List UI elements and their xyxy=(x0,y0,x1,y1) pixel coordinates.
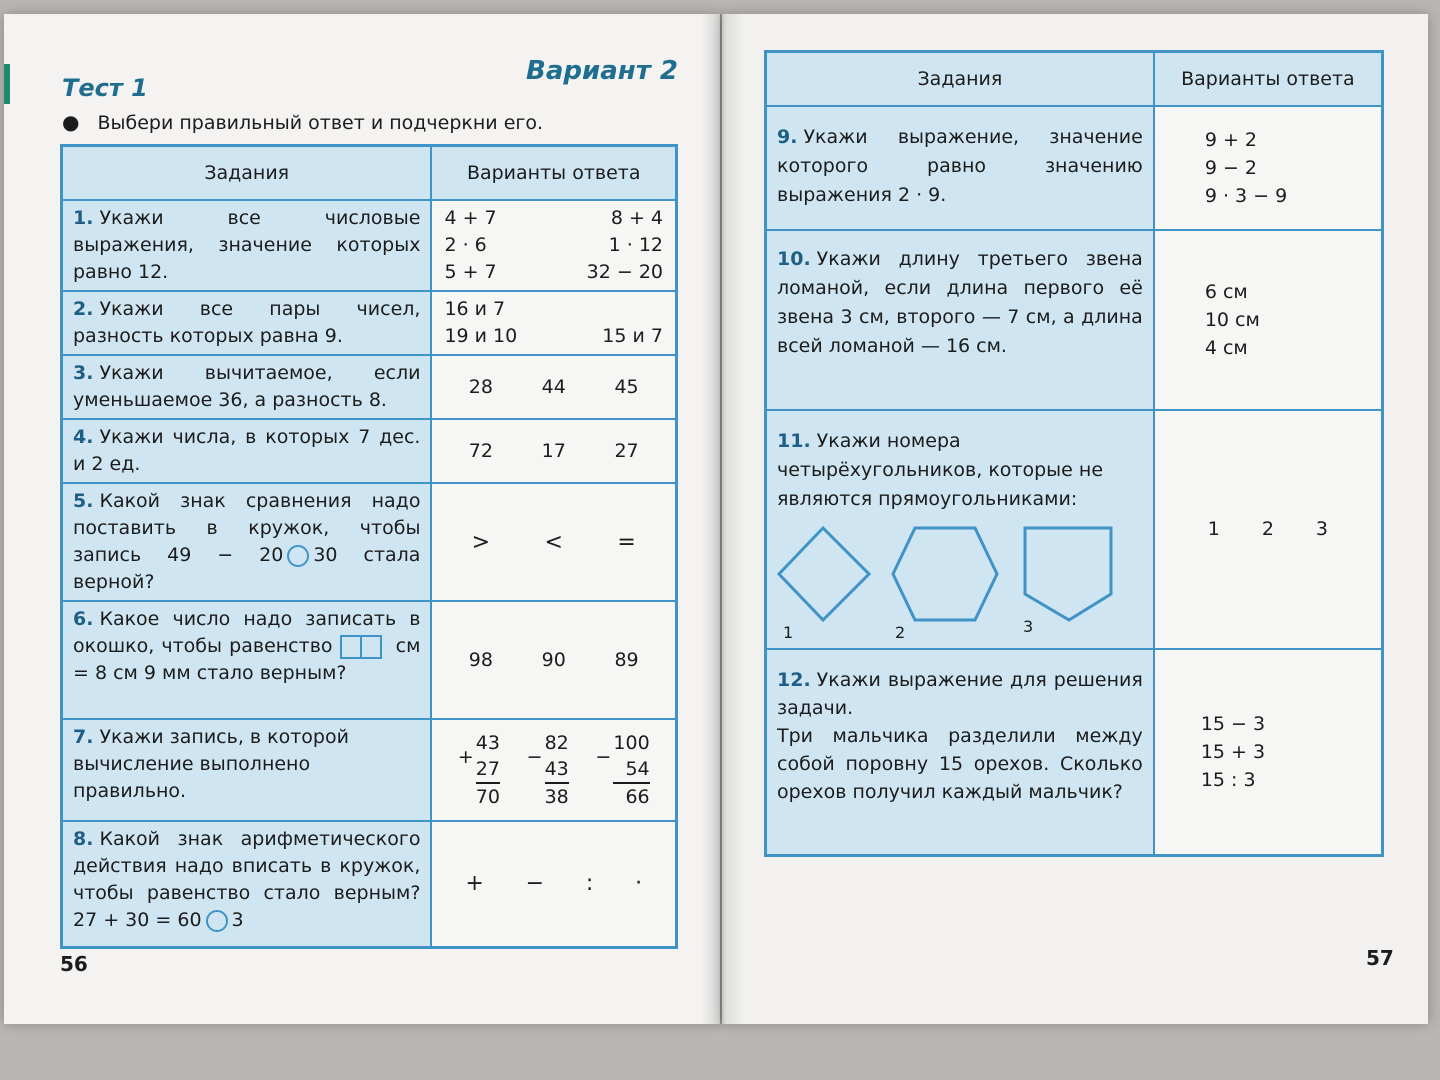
shape-label: 1 xyxy=(783,623,794,642)
task-row xyxy=(62,355,677,419)
task-text-end: стала верной? xyxy=(73,544,421,593)
task-text: Укажи все пары чисел, разность которых равна 9. xyxy=(73,298,421,347)
option[interactable]: 6 см xyxy=(1204,281,1248,303)
calc-result: 70 xyxy=(476,782,500,810)
calc-top: 82 xyxy=(544,732,569,754)
task-text: Какой знак арифметического действия надо вписать в кружок, чтобы равенство стало верным? xyxy=(73,828,421,904)
task-row xyxy=(62,821,677,947)
task-number: 4. xyxy=(73,426,94,448)
expression-right: 3 xyxy=(231,909,244,931)
option[interactable]: 9 − 2 xyxy=(1204,157,1257,179)
option[interactable]: > xyxy=(471,529,491,555)
calc-bottom: 43 xyxy=(544,758,569,780)
task-question xyxy=(62,601,432,719)
digit-box-icon xyxy=(360,635,382,659)
expression: см = 8 см 9 мм xyxy=(73,635,421,684)
option[interactable]: 8 + 4 xyxy=(610,207,663,229)
tasks-table-right xyxy=(764,50,1384,857)
shape-label: 3 xyxy=(1023,617,1034,636)
task-number: 6. xyxy=(73,608,94,630)
task-row xyxy=(62,601,677,719)
task-row xyxy=(62,200,677,291)
option[interactable]: · xyxy=(635,871,643,897)
option[interactable]: 4 см xyxy=(1204,337,1248,359)
option[interactable]: 45 xyxy=(614,375,639,398)
task-row xyxy=(766,106,1383,230)
task-row xyxy=(766,410,1383,649)
task-options xyxy=(431,419,676,483)
page-edge-marker xyxy=(4,64,10,104)
task-question xyxy=(62,483,432,601)
expression-left: 27 + 30 = 60 xyxy=(73,909,202,931)
task-question xyxy=(766,410,1154,649)
tasks-table-left xyxy=(60,144,678,949)
hexagon-shape xyxy=(893,528,997,620)
option[interactable]: 28 xyxy=(468,375,493,398)
task-number: 8. xyxy=(73,828,94,850)
circle-blank-icon xyxy=(206,910,228,932)
task-text: Укажи вычитаемое, если уменьшаемое 36, а разность 8. xyxy=(73,362,421,411)
option[interactable]: 27 xyxy=(614,439,639,462)
column-calc-option[interactable] xyxy=(595,730,649,810)
task-number: 5. xyxy=(73,490,94,512)
option[interactable]: + xyxy=(465,871,484,897)
task-options xyxy=(431,200,676,291)
test-title: Тест 1 xyxy=(62,74,148,102)
calc-result: 66 xyxy=(613,782,649,810)
calc-bottom: 54 xyxy=(625,758,650,780)
task-text: Укажи все числовые выражения, значение которых равно 12. xyxy=(73,207,421,283)
task-row xyxy=(766,649,1383,855)
task-options xyxy=(1154,649,1383,855)
digit-box-icon xyxy=(340,635,362,659)
task-text: Укажи длину третьего звена ломаной, если длина первого её звена 3 см, второго — 7 см, а длина всей ломаной — 16 см. xyxy=(777,248,1143,357)
task-text: Какой знак сравнения надо поставить в кружок, чтобы запись xyxy=(73,490,421,566)
option[interactable]: 2 xyxy=(1261,518,1274,540)
option[interactable]: 10 см xyxy=(1204,309,1260,331)
calc-sign: − xyxy=(526,746,543,768)
task-text: Укажи выражение для решения задачи. xyxy=(777,669,1143,719)
shape-label: 2 xyxy=(895,623,906,642)
option[interactable]: 15 + 3 xyxy=(1200,740,1266,763)
task-question xyxy=(766,230,1154,410)
task-options xyxy=(1154,410,1383,649)
task-options xyxy=(1154,106,1383,230)
option[interactable]: 16 и 7 xyxy=(444,298,506,320)
task-number: 7. xyxy=(73,726,94,748)
option[interactable]: 2 · 6 xyxy=(444,234,487,256)
task-number: 12. xyxy=(777,669,811,691)
variant-title: Вариант 2 xyxy=(526,56,678,86)
task-number: 1. xyxy=(73,207,94,229)
option[interactable]: 98 xyxy=(468,648,493,671)
task-row xyxy=(62,483,677,601)
calc-top: 43 xyxy=(475,732,500,754)
task-text: Укажи запись, в которой вычисление выполнено правильно. xyxy=(73,726,349,802)
task-question xyxy=(62,291,432,355)
option[interactable]: 15 : 3 xyxy=(1200,768,1256,791)
task-number: 2. xyxy=(73,298,94,320)
task-number: 10. xyxy=(777,248,811,270)
column-calc-option[interactable] xyxy=(458,730,500,810)
circle-blank-icon xyxy=(287,545,309,567)
option[interactable]: 89 xyxy=(614,648,639,671)
page-number-right: 57 xyxy=(1366,946,1394,970)
task-options xyxy=(431,601,676,719)
task-text: Укажи числа, в которых 7 дес. и 2 ед. xyxy=(73,426,421,475)
rhombus-shape xyxy=(779,528,869,620)
header-tasks: Задания xyxy=(62,146,432,201)
task-problem: Три мальчика разделили между собой поровну 15 орехов. Сколько орехов получил каждый мальчик? xyxy=(777,725,1143,803)
option[interactable]: 1 · 12 xyxy=(608,234,663,256)
pentagon-shape xyxy=(1025,528,1111,620)
task-question xyxy=(62,719,432,821)
task-number: 3. xyxy=(73,362,94,384)
option[interactable]: 5 + 7 xyxy=(444,261,497,283)
bullet-icon: ● xyxy=(62,110,80,134)
task-question xyxy=(62,821,432,947)
option[interactable]: 72 xyxy=(468,439,493,462)
option[interactable]: 9 + 2 xyxy=(1204,129,1257,151)
task-options xyxy=(431,821,676,947)
task-question xyxy=(766,649,1154,855)
header-answers: Варианты ответа xyxy=(1154,52,1383,107)
task-options xyxy=(1154,230,1383,410)
task-question xyxy=(62,419,432,483)
column-calc-option[interactable] xyxy=(527,730,569,810)
book-spine xyxy=(700,14,744,1024)
header-answers: Варианты ответа xyxy=(431,146,676,201)
option[interactable]: 32 − 20 xyxy=(586,261,663,283)
task-row xyxy=(62,419,677,483)
option[interactable]: 9 · 3 − 9 xyxy=(1204,185,1288,207)
expression-right: 30 xyxy=(313,544,338,566)
task-number: 11. xyxy=(777,430,811,452)
option-empty xyxy=(564,296,663,323)
instruction xyxy=(62,110,543,134)
option[interactable]: − xyxy=(525,871,545,897)
task-question xyxy=(62,200,432,291)
option[interactable]: 15 − 3 xyxy=(1200,712,1266,735)
option[interactable]: : xyxy=(585,871,594,897)
task-options xyxy=(431,291,676,355)
shapes-figure xyxy=(777,524,1143,644)
task-text-end: стало верным? xyxy=(196,662,347,684)
task-options xyxy=(431,483,676,601)
option[interactable]: 1 xyxy=(1207,518,1220,540)
task-text: Укажи номера четырёхугольников, которые не являются прямоугольниками: xyxy=(777,430,1104,510)
option[interactable]: 19 и 10 xyxy=(444,325,518,347)
task-row xyxy=(766,230,1383,410)
task-text: Какое число надо записать в окошко, чтобы равенство xyxy=(73,608,421,657)
option[interactable]: 44 xyxy=(541,375,566,398)
calc-result: 38 xyxy=(545,782,569,810)
option[interactable]: = xyxy=(617,529,636,555)
option[interactable]: 90 xyxy=(541,648,566,671)
task-row xyxy=(62,719,677,821)
task-text: Укажи выражение, значение которого равно значению выражения 2 · 9. xyxy=(777,126,1143,206)
calc-bottom: 27 xyxy=(475,758,500,780)
page-number-left: 56 xyxy=(60,952,88,976)
task-row xyxy=(62,291,677,355)
expression-left: 49 − 20 xyxy=(167,544,284,566)
calc-sign: + xyxy=(457,746,474,768)
header-tasks: Задания xyxy=(766,52,1154,107)
option[interactable]: 3 xyxy=(1315,518,1329,540)
task-question xyxy=(62,355,432,419)
instruction-text: Выбери правильный ответ и подчеркни его. xyxy=(97,112,544,134)
task-question xyxy=(766,106,1154,230)
option[interactable]: < xyxy=(544,529,563,555)
option[interactable]: 4 + 7 xyxy=(444,207,497,229)
calc-top: 100 xyxy=(613,732,650,754)
option[interactable]: 17 xyxy=(541,439,566,462)
task-options xyxy=(431,355,676,419)
task-number: 9. xyxy=(777,126,798,148)
option[interactable]: 15 и 7 xyxy=(602,325,663,347)
calc-sign: − xyxy=(595,746,612,768)
task-options xyxy=(431,719,676,821)
